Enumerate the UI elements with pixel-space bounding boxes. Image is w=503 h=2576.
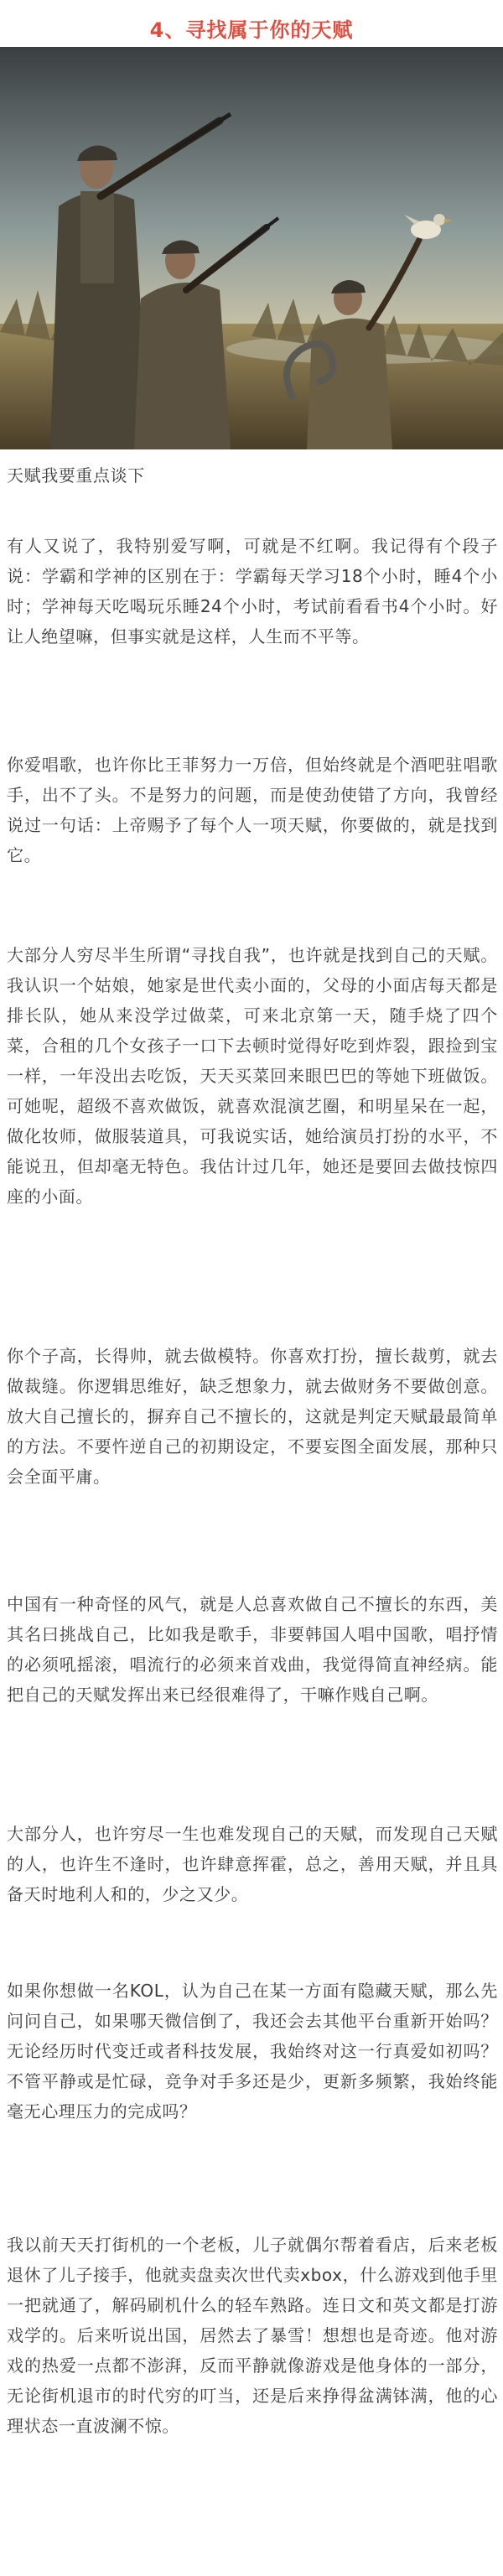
paragraph-intro: 天赋我要重点谈下 (7, 465, 145, 486)
paragraph: 有人又说了，我特别爱写啊，可就是不红啊。我记得有个段子说：学霸和学神的区别在于：学霸每天学习18个小时，睡4个小时；学神每天吃喝玩乐睡24个小时，考试前看看书4个小时。好让人绝望嘛，但事实就是这样，人生而不平等。 (7, 536, 498, 647)
paragraph: 大部分人，也许穷尽一生也难发现自己的天赋，而发现自己天赋的人，也许生不逢时，也许肆意挥霍，总之，善用天赋，并且具备天时地利人和的，少之又少。 (7, 1824, 498, 1904)
hero-image (0, 47, 503, 449)
paragraph: 中国有一种奇怪的风气，就是人总喜欢做自己不擅长的东西，美其名曰挑战自己，比如我是歌手，非要韩国人唱中国歌，唱抒情的必须吼摇滚，唱流行的必须来首戏曲，我觉得简直神经病。能把自己的天赋发挥出来已经很难得了，干嘛作贱自己啊。 (7, 1594, 498, 1705)
paragraph: 你爱唱歌，也许你比王菲努力一万倍，但始终就是个酒吧驻唱歌手，出不了头。不是努力的问题，而是使劲使错了方向，我曾经说过一句话：上帝赐予了每个人一项天赋，你要做的，就是找到它。 (7, 755, 498, 865)
paragraph: 大部分人穷尽半生所谓“寻找自我”，也许就是找到自己的天赋。我认识一个姑娘，她家是世代卖小面的，父母的小面店每天都是排长队，她从来没学过做菜，可来北京第一天，随手烧了四个菜，合租的几个女孩子一口下去顿时觉得好吃到炸裂，跟捡到宝一样，一年没出去吃饭，天天买菜回来眼巴巴的等她下班做饭。可她呢，超级不喜欢做饭，就喜欢混演艺圈，和明星呆在一起，做化妆师，做服装道具，可我说实话，她给演员打扮的水平，不能说丑，但却毫无特色。我估计过几年，她还是要回去做技惊四座的小面。 (7, 945, 498, 1207)
paragraph: 我以前天天打街机的一个老板，儿子就偶尔帮着看店，后来老板退休了儿子接手，他就卖盘卖次世代卖xbox，什么游戏到他手里一把就通了，解码刷机什么的轻车熟路。连日文和英文都是打游戏学的。后来听说出国，居然去了暴雪！想想也是奇迹。他对游戏的热爱一点都不澎湃，反而平静就像游戏是他身体的一部分，无论街机退市的时代穷的叮当，还是后来挣得盆满钵满，他的心理状态一直波澜不惊。 (7, 2235, 498, 2436)
paragraph: 如果你想做一名KOL，认为自己在某一方面有隐藏天赋，那么先问问自己，如果哪天微信倒了，我还会去其他平台重新开始吗？无论经历时代变迁或者科技发展，我始终对这一行真爱如初吗？不管平静或是忙碌，竞争对手多还是少，更新多频繁，我始终能毫无心理压力的完成吗？ (7, 1981, 498, 2122)
section-title: 4、寻找属于你的天赋 (149, 18, 354, 42)
paragraph: 你个子高，长得帅，就去做模特。你喜欢打扮，擅长裁剪，就去做裁缝。你逻辑思维好，缺乏想象力，就去做财务不要做创意。放大自己擅长的，摒弃自己不擅长的，这就是判定天赋最最简单的方法。不要忤逆自己的初期设定，不要妄图全面发展，那种只会全面平庸。 (7, 1346, 498, 1487)
